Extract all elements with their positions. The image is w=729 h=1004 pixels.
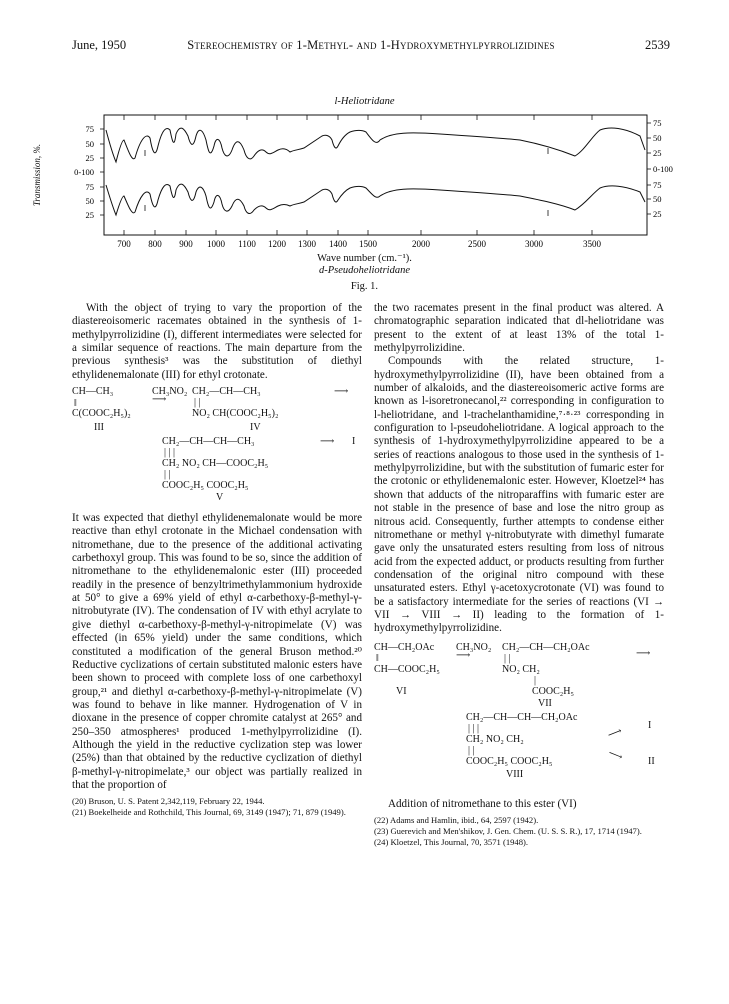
x-tick: 2500 [468, 239, 486, 248]
left-tick: 75 [85, 182, 94, 192]
chem-text: CH₃NO₂ [152, 386, 188, 398]
x-tick: 1100 [238, 239, 256, 248]
chem-text: | | [504, 652, 511, 664]
footnote: (23) Guerevich and Men'shikov, J. Gen. Chem. (U. S. S. R.), 17, 1714 (1947). [374, 825, 642, 836]
paragraph: Addition of nitromethane to this ester (VI) [388, 797, 577, 810]
x-tick: 1400 [329, 239, 347, 248]
left-tick: 25 [85, 210, 94, 220]
x-tick: 1500 [359, 239, 377, 248]
arrow-icon: ⟶ [320, 436, 335, 448]
reaction-scheme-1 [72, 382, 362, 502]
chem-text: II [648, 755, 655, 767]
paragraph: It was expected that diethyl ethylidenemalonate would be more reactive than ethyl crotonate in the Michael condensation with nitromethane, due to the presence of the additional activating carbethoxyl group. This was found to be so, since the addition of nitromethane to the ethylidenemalonic ester (III) proceeded readily in the presence of benzyltrimethylammonium hydroxide at 50° to give a 69% yield of ethyl α-carbethoxy-β-methyl-γ-nitrobutyrate (IV). The condensation of IV with ethyl acrylate to give diethyl α-carbethoxy-β-methyl-γ-nitropimelate (V) was effected (in 65% yield) under the same conditions, which constituted a modification of the general Bruson method.²⁰ Reductive cyclizations of certain substituted malonic esters have been shown to proceed with complete loss of one carbethoxyl group,²¹ and diethyl α-carbethoxy-β-methyl-γ-nitropimelate (V) was found to behave in like manner. Hydrogenation of V in dioxane in the presence of copper chromite catalyst at 265° and 250–350 atmospheres¹ produced 1-methylpyrrolizidine (I). Although the yield in the reductive cyclization step was lower (25%) than that obtained by the reductive cyclization of diethyl β-methyl-γ-nitropimelate,³ our object was partially realized in that the proportion of [72, 512, 362, 791]
chem-text: COOC₂H₅ COOC₂H₅ [162, 480, 249, 492]
arrow-icon: ⟶ [456, 649, 471, 661]
paragraph: the two racemates present in the final product was altered. A chromatographic separation indicated that dl-heliotridane was present to the extent of at least 13% of the total 1-methylpyrrolizidine. [374, 302, 664, 355]
chem-text: ‖ [74, 398, 77, 410]
header-title: Stereochemistry of 1-Methyl- and 1-Hydroxymethylpyrrolizidines [187, 38, 555, 52]
header-page-number: 2539 [645, 38, 670, 52]
chem-text: CH—CH₃ [72, 386, 114, 398]
footnote: (22) Adams and Hamlin, ibid., 64, 2597 (1942). [374, 814, 539, 825]
chem-text: I [648, 719, 652, 731]
y-ticks [100, 123, 651, 215]
figure-top-label: l-Heliotridane [334, 96, 395, 107]
x-tick-labels [117, 239, 601, 248]
right-tick: 75 [653, 118, 662, 128]
chem-text: CH—CH₂OAc [374, 641, 435, 653]
paragraph: Compounds with the related structure, 1-hydroxymethylpyrrolizidine (II), have been obtained from a number of alkaloids, and the diastereoisomeric active forms are known as l-isoretronecanol,²² corresponding in configuration to l-heliotridane, and l-trachelanthamidine,⁷·⁸·²³ corresponding in configuration to l-pseudoheliotridane. A logical approach to the synthesis of 1-hydroxymethylpyrrolizidine appeared to be a series of reactions analogous to those used in the synthesis of 1-methylpyrrolizidine, but with the substitution of fumaric ester for the crotonic or ethylidenemalonic ester. However, Kloetzel²⁴ has shown that adducts of the nitroparaffins with fumaric ester are not stable in the presence of base and lose the nitro group as nitrous acid. Consequently, further attempts to condense either nitromethane or methyl γ-nitrobutyrate with dimethyl fumarate gave only the unsaturated esters resulting from loss of nitrous acid from the expected adduct, or products resulting from further condensation of the original nitro compound with these unsaturated esters. Ethyl γ-acetoxycrotonate (VI) was found to be a satisfactory intermediate for the series of reactions (VI → VII → VIII → II) leading to the formation of 1-hydroxymethylpyrrolizidine. [374, 355, 664, 635]
chem-text: COOC₂H₅ COOC₂H₅ [466, 755, 553, 767]
right-tick: 25 [653, 209, 662, 219]
y-axis-label: Transmission, %. [32, 143, 42, 207]
reaction-scheme-2 [374, 640, 664, 798]
x-axis-label: Wave number (cm.⁻¹). [317, 253, 412, 264]
chem-text: III [94, 422, 104, 434]
right-tick: 50 [653, 133, 662, 143]
footnote: (21) Boekelheide and Rothchild, This Journal, 69, 3149 (1947); 71, 879 (1949). [72, 807, 346, 818]
left-tick: 25 [85, 153, 94, 163]
x-tick: 3500 [583, 239, 601, 248]
paragraph: With the object of trying to vary the proportion of the diastereoisomeric racemates obtained in the synthesis of 1-methylpyrrolizidine (I), different intermediates were selected for a similar sequence of reactions. The main departure from the previous synthesis³ was the substitution of diethyl ethylidenemalonate (III) for ethyl crotonate. [72, 302, 362, 381]
plot-frame [104, 115, 647, 235]
footnotes-right [374, 815, 664, 848]
chem-text: CH—COOC₂H₅ [374, 663, 440, 675]
chem-text: C(COOC₂H₅)₂ [72, 408, 131, 420]
x-tick: 900 [179, 239, 193, 248]
chem-text: CH₂ NO₂ CH₂ [466, 733, 524, 745]
arrow-icon: ⟶ [606, 747, 625, 763]
x-tick: 700 [117, 239, 131, 248]
arrow-icon: ⟶ [152, 394, 167, 406]
chem-text: ‖ [376, 652, 379, 664]
chem-text: CH₂—CH—CH—CH₂OAc [466, 711, 578, 723]
left-column [72, 302, 362, 818]
x-ticks [124, 115, 592, 235]
chem-text: | | [164, 469, 171, 481]
chem-text: VIII [506, 768, 524, 780]
left-tick-labels [74, 124, 94, 220]
chem-text: | | [194, 397, 201, 409]
x-tick: 2000 [412, 239, 430, 248]
chem-text: CH₂—CH—CH—CH₃ [162, 436, 255, 448]
chem-text: NO₂ CH₂ [502, 663, 540, 675]
right-tick: 50 [653, 194, 662, 204]
chem-text: CH₂—CH—CH₂OAc [502, 641, 590, 653]
chem-text: | | | [468, 722, 480, 734]
spectrum-curve-heliotridane [106, 128, 645, 162]
right-tick-labels [653, 118, 673, 219]
left-tick: 0-100 [74, 167, 94, 177]
right-tick: 75 [653, 180, 662, 190]
right-tick: 25 [653, 148, 662, 158]
chem-text: NO₂ CH(COOC₂H₅)₂ [192, 408, 279, 420]
chem-text: VI [396, 685, 407, 697]
arrow-icon: ⟶ [606, 725, 624, 741]
x-tick: 1000 [207, 239, 225, 248]
left-tick: 75 [85, 124, 94, 134]
spectrum-curve-pseudoheliotridane [106, 184, 645, 215]
arrow-icon: ⟶ [636, 647, 651, 659]
arrow-icon: ⟶ [334, 386, 349, 398]
chem-text: COOC₂H₅ [532, 685, 574, 697]
footnote: (20) Bruson, U. S. Patent 2,342,119, February 22, 1944. [72, 796, 265, 807]
x-tick: 3000 [525, 239, 543, 248]
chem-text: CH₂—CH—CH₃ [192, 386, 261, 398]
chem-text: | [534, 674, 537, 686]
figure-bottom-label: d-Pseudoheliotridane [319, 265, 410, 276]
footnote: (24) Kloetzel, This Journal, 70, 3571 (1948). [374, 836, 529, 847]
footnotes-left [72, 796, 362, 818]
header-date: June, 1950 [72, 38, 127, 52]
left-tick: 50 [85, 196, 94, 206]
chem-text: CH₃NO₂ [456, 641, 492, 653]
chem-text: | | | [164, 447, 176, 459]
chem-text: V [216, 492, 224, 504]
chem-text: CH₂ NO₂ CH—COOC₂H₅ [162, 458, 269, 470]
ir-spectrum-figure [0, 108, 729, 248]
x-tick: 1200 [268, 239, 286, 248]
right-column [374, 302, 664, 848]
right-tick: 0-100 [653, 164, 673, 174]
running-header [72, 38, 670, 54]
chem-text: I [352, 436, 356, 448]
chem-text: IV [250, 422, 261, 434]
x-tick: 1300 [298, 239, 316, 248]
left-tick: 50 [85, 139, 94, 149]
figure-caption: Fig. 1. [350, 281, 379, 292]
chem-text: | | [468, 744, 475, 756]
x-tick: 800 [148, 239, 162, 248]
chem-text: VII [538, 697, 552, 709]
